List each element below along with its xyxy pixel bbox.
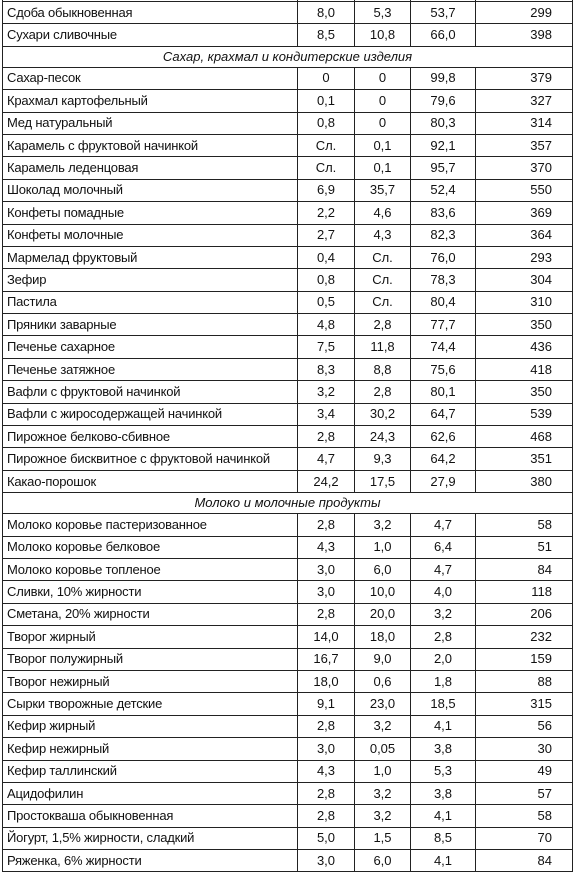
carbs-cell: 52,4 [411, 179, 476, 201]
protein-cell: 0,5 [298, 291, 355, 313]
protein-cell: 9,1 [298, 693, 355, 715]
kcal-cell: 58 [476, 805, 573, 827]
kcal-cell: 369 [476, 202, 573, 224]
table-row [3, 760, 573, 782]
table-row [3, 336, 573, 358]
table-row [3, 2, 573, 24]
carbs-cell: 82,3 [411, 224, 476, 246]
protein-cell: 2,8 [298, 603, 355, 625]
fat-cell: 0 [355, 112, 411, 134]
kcal-cell: 70 [476, 827, 573, 849]
protein-cell: 3,0 [298, 581, 355, 603]
product-name-cell: Конфеты молочные [3, 224, 298, 246]
fat-cell: 23,0 [355, 693, 411, 715]
product-name-cell: Какао-порошок [3, 470, 298, 492]
carbs-cell: 79,6 [411, 90, 476, 112]
product-name-cell: Творог жирный [3, 626, 298, 648]
kcal-cell: 49 [476, 760, 573, 782]
table-row [3, 558, 573, 580]
carbs-cell: 1,8 [411, 670, 476, 692]
table-row [3, 693, 573, 715]
kcal-cell: 58 [476, 514, 573, 536]
table-row [3, 381, 573, 403]
product-name-cell: Зефир [3, 269, 298, 291]
product-name-cell: Сырки творожные детские [3, 693, 298, 715]
product-name-cell: Пирожное белково-сбивное [3, 426, 298, 448]
protein-cell: 5,0 [298, 827, 355, 849]
protein-cell: 3,0 [298, 850, 355, 872]
product-name-cell: Конфеты помадные [3, 202, 298, 224]
product-name-cell: Крахмал картофельный [3, 90, 298, 112]
protein-cell: 0,4 [298, 246, 355, 268]
product-name-cell: Печенье сахарное [3, 336, 298, 358]
kcal-cell: 468 [476, 426, 573, 448]
table-row [3, 626, 573, 648]
carbs-cell: 77,7 [411, 314, 476, 336]
carbs-cell: 83,6 [411, 202, 476, 224]
product-name-cell: Молоко коровье пастеризованное [3, 514, 298, 536]
kcal-cell: 315 [476, 693, 573, 715]
table-row [3, 112, 573, 134]
product-name-cell: Простокваша обыкновенная [3, 805, 298, 827]
table-row [3, 24, 573, 46]
protein-cell: Сл. [298, 134, 355, 156]
fat-cell: 6,0 [355, 850, 411, 872]
carbs-cell: 4,1 [411, 850, 476, 872]
protein-cell: 24,2 [298, 470, 355, 492]
carbs-cell: 66,0 [411, 24, 476, 46]
kcal-cell: 350 [476, 314, 573, 336]
product-name-cell: Пряники заварные [3, 314, 298, 336]
table-row [3, 514, 573, 536]
table-row [3, 269, 573, 291]
carbs-cell: 4,1 [411, 715, 476, 737]
product-name-cell: Кефир нежирный [3, 738, 298, 760]
table-row [3, 850, 573, 872]
table-row [3, 782, 573, 804]
product-name-cell: Печенье затяжное [3, 358, 298, 380]
fat-cell: 0,05 [355, 738, 411, 760]
product-name-cell: Карамель с фруктовой начинкой [3, 134, 298, 156]
table-row [3, 157, 573, 179]
protein-cell: 2,8 [298, 514, 355, 536]
table-row [3, 470, 573, 492]
table-row [3, 827, 573, 849]
fat-cell: 2,8 [355, 314, 411, 336]
kcal-cell: 418 [476, 358, 573, 380]
protein-cell: 0,8 [298, 112, 355, 134]
kcal-cell: 364 [476, 224, 573, 246]
kcal-cell: 206 [476, 603, 573, 625]
fat-cell: 35,7 [355, 179, 411, 201]
product-name-cell: Кефир таллинский [3, 760, 298, 782]
kcal-cell: 350 [476, 381, 573, 403]
kcal-cell: 118 [476, 581, 573, 603]
protein-cell: 2,7 [298, 224, 355, 246]
kcal-cell: 314 [476, 112, 573, 134]
product-name-cell: Карамель леденцовая [3, 157, 298, 179]
carbs-cell: 80,3 [411, 112, 476, 134]
kcal-cell: 380 [476, 470, 573, 492]
protein-cell: 2,8 [298, 715, 355, 737]
protein-cell: 3,0 [298, 558, 355, 580]
protein-cell: 16,7 [298, 648, 355, 670]
carbs-cell: 5,3 [411, 760, 476, 782]
carbs-cell: 6,4 [411, 536, 476, 558]
product-name-cell: Кефир жирный [3, 715, 298, 737]
table-row [3, 224, 573, 246]
carbs-cell: 3,8 [411, 782, 476, 804]
protein-cell: 8,5 [298, 24, 355, 46]
kcal-cell: 327 [476, 90, 573, 112]
protein-cell: 3,0 [298, 738, 355, 760]
protein-cell: 2,8 [298, 782, 355, 804]
kcal-cell: 304 [476, 269, 573, 291]
product-name-cell: Сахар-песок [3, 67, 298, 89]
kcal-cell: 293 [476, 246, 573, 268]
fat-cell: 24,3 [355, 426, 411, 448]
carbs-cell: 8,5 [411, 827, 476, 849]
table-row [3, 648, 573, 670]
fat-cell: 1,0 [355, 760, 411, 782]
fat-cell: 0,6 [355, 670, 411, 692]
section-header-row [3, 46, 573, 67]
protein-cell: 0,1 [298, 90, 355, 112]
protein-cell: 14,0 [298, 626, 355, 648]
protein-cell: 6,9 [298, 179, 355, 201]
table-row [3, 403, 573, 425]
carbs-cell: 75,6 [411, 358, 476, 380]
kcal-cell: 379 [476, 67, 573, 89]
carbs-cell: 64,7 [411, 403, 476, 425]
product-name-cell: Молоко коровье белковое [3, 536, 298, 558]
fat-cell: 6,0 [355, 558, 411, 580]
product-name-cell: Творог нежирный [3, 670, 298, 692]
carbs-cell: 99,8 [411, 67, 476, 89]
fat-cell: 18,0 [355, 626, 411, 648]
product-name-cell: Ацидофилин [3, 782, 298, 804]
fat-cell: Сл. [355, 269, 411, 291]
product-name-cell: Пирожное бисквитное с фруктовой начинкой [3, 448, 298, 470]
carbs-cell: 64,2 [411, 448, 476, 470]
table-row [3, 179, 573, 201]
fat-cell: 1,0 [355, 536, 411, 558]
carbs-cell: 3,2 [411, 603, 476, 625]
table-row [3, 603, 573, 625]
fat-cell: Сл. [355, 246, 411, 268]
fat-cell: 4,3 [355, 224, 411, 246]
kcal-cell: 88 [476, 670, 573, 692]
carbs-cell: 4,7 [411, 514, 476, 536]
table-row [3, 448, 573, 470]
carbs-cell: 80,4 [411, 291, 476, 313]
fat-cell: 2,8 [355, 381, 411, 403]
carbs-cell: 4,1 [411, 805, 476, 827]
kcal-cell: 57 [476, 782, 573, 804]
fat-cell: 11,8 [355, 336, 411, 358]
protein-cell: 8,0 [298, 2, 355, 24]
table-row [3, 314, 573, 336]
protein-cell: Сл. [298, 157, 355, 179]
fat-cell: 3,2 [355, 715, 411, 737]
carbs-cell: 76,0 [411, 246, 476, 268]
product-name-cell: Сливки, 10% жирности [3, 581, 298, 603]
fat-cell: 3,2 [355, 805, 411, 827]
fat-cell: 1,5 [355, 827, 411, 849]
kcal-cell: 370 [476, 157, 573, 179]
protein-cell: 4,3 [298, 536, 355, 558]
carbs-cell: 3,8 [411, 738, 476, 760]
protein-cell: 2,8 [298, 805, 355, 827]
carbs-cell: 27,9 [411, 470, 476, 492]
fat-cell: 20,0 [355, 603, 411, 625]
kcal-cell: 51 [476, 536, 573, 558]
table-row [3, 670, 573, 692]
product-name-cell: Молоко коровье топленое [3, 558, 298, 580]
protein-cell: 3,2 [298, 381, 355, 403]
kcal-cell: 30 [476, 738, 573, 760]
nutrition-table [2, 0, 573, 872]
kcal-cell: 84 [476, 558, 573, 580]
protein-cell: 0,8 [298, 269, 355, 291]
carbs-cell: 78,3 [411, 269, 476, 291]
fat-cell: 0 [355, 67, 411, 89]
protein-cell: 4,3 [298, 760, 355, 782]
fat-cell: 10,0 [355, 581, 411, 603]
carbs-cell: 4,7 [411, 558, 476, 580]
kcal-cell: 56 [476, 715, 573, 737]
product-name-cell: Сдоба обыкновенная [3, 2, 298, 24]
carbs-cell: 92,1 [411, 134, 476, 156]
protein-cell: 18,0 [298, 670, 355, 692]
table-row [3, 805, 573, 827]
product-name-cell: Вафли с жиросодержащей начинкой [3, 403, 298, 425]
carbs-cell: 53,7 [411, 2, 476, 24]
fat-cell: 8,8 [355, 358, 411, 380]
section-title: Сахар, крахмал и кондитерские изделия [3, 46, 573, 67]
fat-cell: 0,1 [355, 157, 411, 179]
table-row [3, 246, 573, 268]
fat-cell: 0 [355, 90, 411, 112]
fat-cell: 9,3 [355, 448, 411, 470]
kcal-cell: 299 [476, 2, 573, 24]
kcal-cell: 84 [476, 850, 573, 872]
table-row [3, 715, 573, 737]
fat-cell: 10,8 [355, 24, 411, 46]
carbs-cell: 4,0 [411, 581, 476, 603]
protein-cell: 4,8 [298, 314, 355, 336]
fat-cell: 3,2 [355, 514, 411, 536]
table-row [3, 536, 573, 558]
protein-cell: 3,4 [298, 403, 355, 425]
product-name-cell: Мед натуральный [3, 112, 298, 134]
fat-cell: 5,3 [355, 2, 411, 24]
fat-cell: 9,0 [355, 648, 411, 670]
fat-cell: 0,1 [355, 134, 411, 156]
product-name-cell: Йогурт, 1,5% жирности, сладкий [3, 827, 298, 849]
fat-cell: 30,2 [355, 403, 411, 425]
kcal-cell: 232 [476, 626, 573, 648]
kcal-cell: 357 [476, 134, 573, 156]
product-name-cell: Творог полужирный [3, 648, 298, 670]
table-row [3, 291, 573, 313]
kcal-cell: 436 [476, 336, 573, 358]
fat-cell: 3,2 [355, 782, 411, 804]
nutrition-table-container [2, 0, 572, 872]
kcal-cell: 351 [476, 448, 573, 470]
table-row [3, 134, 573, 156]
fat-cell: 17,5 [355, 470, 411, 492]
kcal-cell: 539 [476, 403, 573, 425]
kcal-cell: 159 [476, 648, 573, 670]
table-row [3, 738, 573, 760]
product-name-cell: Сметана, 20% жирности [3, 603, 298, 625]
table-row [3, 202, 573, 224]
protein-cell: 2,2 [298, 202, 355, 224]
table-body [3, 0, 573, 872]
section-header-row [3, 493, 573, 514]
protein-cell: 8,3 [298, 358, 355, 380]
protein-cell: 7,5 [298, 336, 355, 358]
table-row [3, 581, 573, 603]
table-row [3, 90, 573, 112]
carbs-cell: 2,0 [411, 648, 476, 670]
carbs-cell: 95,7 [411, 157, 476, 179]
product-name-cell: Шоколад молочный [3, 179, 298, 201]
carbs-cell: 18,5 [411, 693, 476, 715]
product-name-cell: Сухари сливочные [3, 24, 298, 46]
carbs-cell: 74,4 [411, 336, 476, 358]
fat-cell: Сл. [355, 291, 411, 313]
kcal-cell: 550 [476, 179, 573, 201]
carbs-cell: 2,8 [411, 626, 476, 648]
fat-cell: 4,6 [355, 202, 411, 224]
table-row [3, 426, 573, 448]
protein-cell: 2,8 [298, 426, 355, 448]
protein-cell: 4,7 [298, 448, 355, 470]
protein-cell: 0 [298, 67, 355, 89]
product-name-cell: Пастила [3, 291, 298, 313]
kcal-cell: 310 [476, 291, 573, 313]
kcal-cell: 398 [476, 24, 573, 46]
carbs-cell: 62,6 [411, 426, 476, 448]
table-row [3, 358, 573, 380]
product-name-cell: Ряженка, 6% жирности [3, 850, 298, 872]
table-row [3, 67, 573, 89]
product-name-cell: Мармелад фруктовый [3, 246, 298, 268]
carbs-cell: 80,1 [411, 381, 476, 403]
product-name-cell: Вафли с фруктовой начинкой [3, 381, 298, 403]
section-title: Молоко и молочные продукты [3, 493, 573, 514]
